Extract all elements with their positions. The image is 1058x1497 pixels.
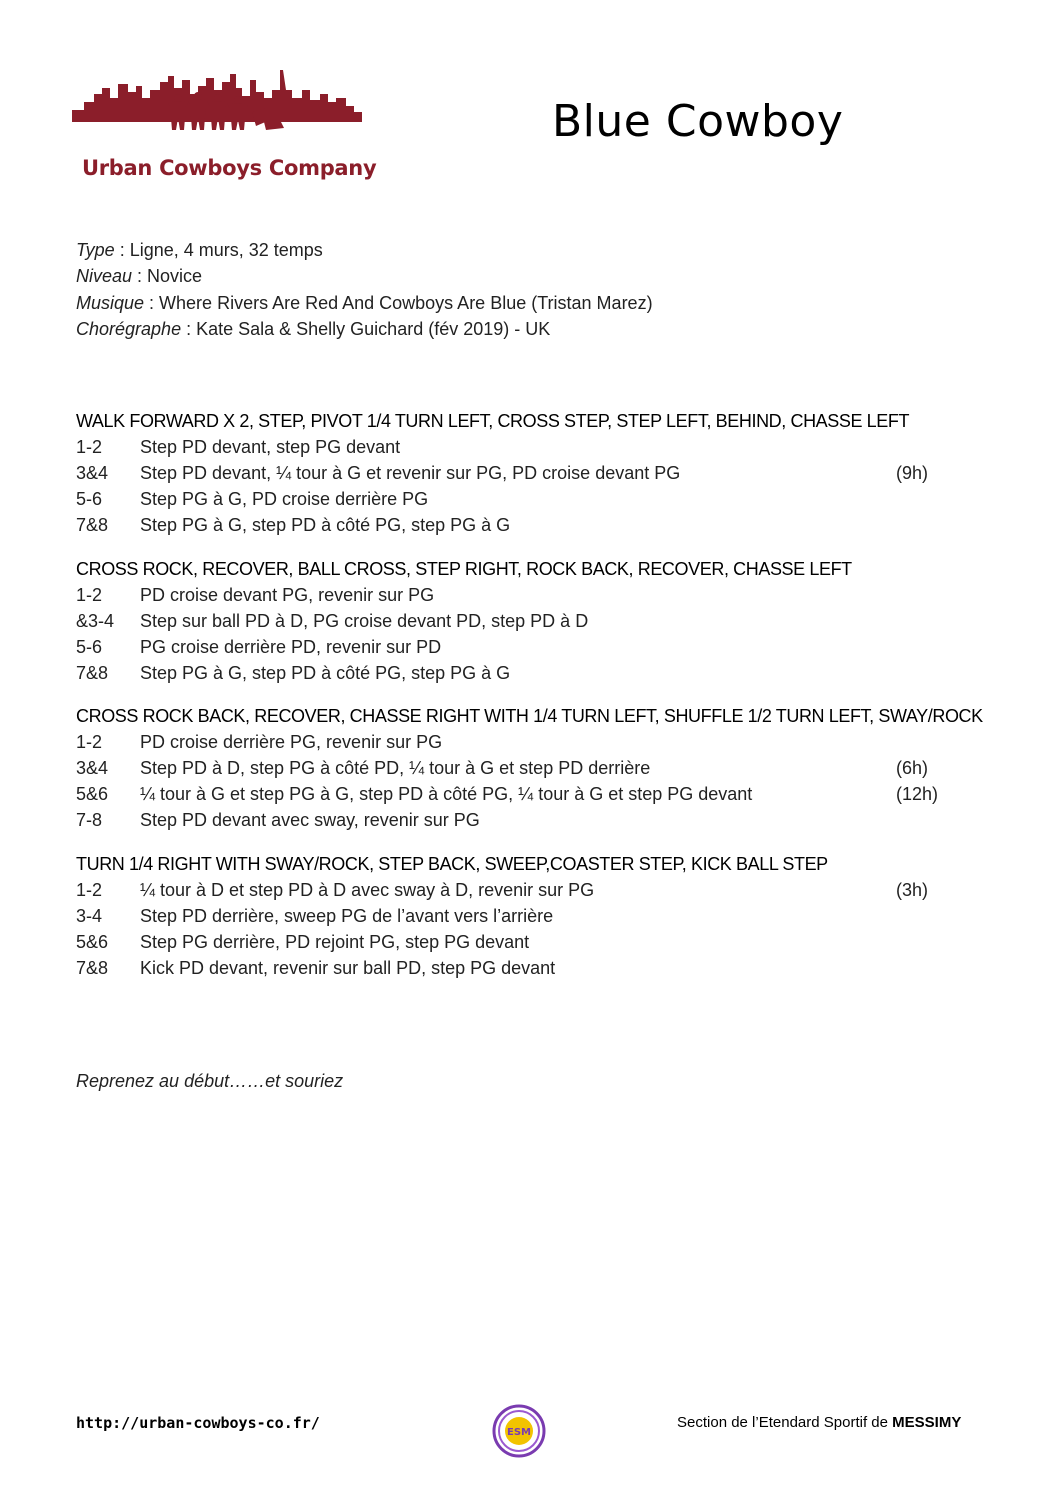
step-count: 5-6: [76, 489, 103, 509]
step-description: Step PG derrière, PD rejoint PG, step PG devant: [140, 932, 530, 952]
section-heading: CROSS ROCK, RECOVER, BALL CROSS, STEP RIGHT, ROCK BACK, RECOVER, CHASSE LEFT: [76, 559, 852, 579]
step-count: 1-2: [76, 880, 103, 900]
step-row: [76, 784, 976, 810]
esm-label: ESM: [507, 1427, 531, 1438]
esm-logo: [491, 1403, 547, 1459]
step-count: 1-2: [76, 585, 103, 605]
step-row: [76, 880, 976, 906]
step-row: [76, 637, 976, 663]
step-row: [76, 585, 976, 611]
section-heading: TURN 1/4 RIGHT WITH SWAY/ROCK, STEP BACK, SWEEP,COASTER STEP, KICK BALL STEP: [76, 854, 828, 874]
meta-choreographer: Chorégraphe : Kate Sala & Shelly Guichard (fév 2019) - UK: [76, 318, 551, 339]
step-count: 5-6: [76, 637, 103, 657]
club-section: Section de l’Etendard Sportif de MESSIMY: [677, 1414, 962, 1431]
step-description: ¼ tour à D et step PD à D avec sway à D, revenir sur PG: [140, 880, 595, 900]
step-count: 3&4: [76, 463, 109, 483]
step-count: 3-4: [76, 906, 103, 926]
step-count: 5&6: [76, 932, 109, 952]
step-row: [76, 611, 976, 637]
step-direction: (6h): [896, 758, 929, 778]
step-row: [76, 463, 976, 489]
step-direction: (3h): [896, 880, 929, 900]
step-row: [76, 758, 976, 784]
step-row: [76, 810, 976, 836]
step-description: PD croise derrière PG, revenir sur PG: [140, 732, 443, 752]
step-count: 1-2: [76, 437, 103, 457]
esm-emblem-icon: [491, 1403, 547, 1459]
step-direction: (12h): [896, 784, 939, 804]
company-logo: [70, 68, 377, 188]
step-row: [76, 437, 976, 463]
step-description: Step PD devant, step PG devant: [140, 437, 401, 457]
step-count: &3-4: [76, 611, 115, 631]
closing-note: Reprenez au début……et souriez: [76, 1071, 344, 1091]
step-direction: (9h): [896, 463, 929, 483]
logo-text: Urban Cowboys Company: [82, 156, 377, 180]
step-description: Step sur ball PD à D, PG croise devant PD, step PD à D: [140, 611, 589, 631]
dance-info: [76, 237, 653, 342]
step-row: [76, 732, 976, 758]
meta-level: Niveau : Novice: [76, 266, 203, 287]
meta-type: Type : Ligne, 4 murs, 32 temps: [76, 240, 323, 260]
step-description: ¼ tour à G et step PG à G, step PD à côté PG, ¼ tour à G et step PG devant: [140, 784, 753, 804]
step-description: Step PG à G, step PD à côté PG, step PG à G: [140, 515, 511, 535]
step-description: Step PD devant avec sway, revenir sur PG: [140, 810, 480, 830]
step-description: PG croise derrière PD, revenir sur PD: [140, 637, 442, 657]
section-heading: CROSS ROCK BACK, RECOVER, CHASSE RIGHT WITH 1/4 TURN LEFT, SHUFFLE 1/2 TURN LEFT, SWAY/ROCK: [76, 706, 983, 726]
step-description: PD croise devant PG, revenir sur PG: [140, 585, 435, 605]
step-description: Step PD derrière, sweep PG de l’avant vers l’arrière: [140, 906, 554, 926]
website-link[interactable]: http://urban-cowboys-co.fr/: [76, 1414, 320, 1432]
step-row: [76, 663, 976, 689]
step-row: [76, 932, 976, 958]
step-row: [76, 489, 976, 515]
step-count: 7&8: [76, 663, 109, 683]
city-skyline-icon: [70, 68, 370, 158]
meta-music: Musique : Where Rivers Are Red And Cowboys Are Blue (Tristan Marez): [76, 292, 653, 313]
step-description: Step PD devant, ¼ tour à G et revenir sur PG, PD croise devant PG: [140, 463, 681, 483]
step-description: Step PG à G, PD croise derrière PG: [140, 489, 429, 509]
step-count: 1-2: [76, 732, 103, 752]
step-count: 3&4: [76, 758, 109, 778]
step-count: 5&6: [76, 784, 109, 804]
step-row: [76, 958, 976, 984]
step-row: [76, 906, 976, 932]
step-count: 7&8: [76, 515, 109, 535]
step-count: 7-8: [76, 810, 103, 830]
step-row: [76, 515, 976, 541]
step-description: Step PD à D, step PG à côté PD, ¼ tour à G et step PD derrière: [140, 758, 651, 778]
step-description: Step PG à G, step PD à côté PG, step PG à G: [140, 663, 511, 683]
step-description: Kick PD devant, revenir sur ball PD, step PG devant: [140, 958, 556, 978]
page-title: Blue Cowboy: [552, 96, 844, 147]
section-heading: WALK FORWARD X 2, STEP, PIVOT 1/4 TURN LEFT, CROSS STEP, STEP LEFT, BEHIND, CHASSE LEFT: [76, 411, 910, 431]
step-count: 7&8: [76, 958, 109, 978]
